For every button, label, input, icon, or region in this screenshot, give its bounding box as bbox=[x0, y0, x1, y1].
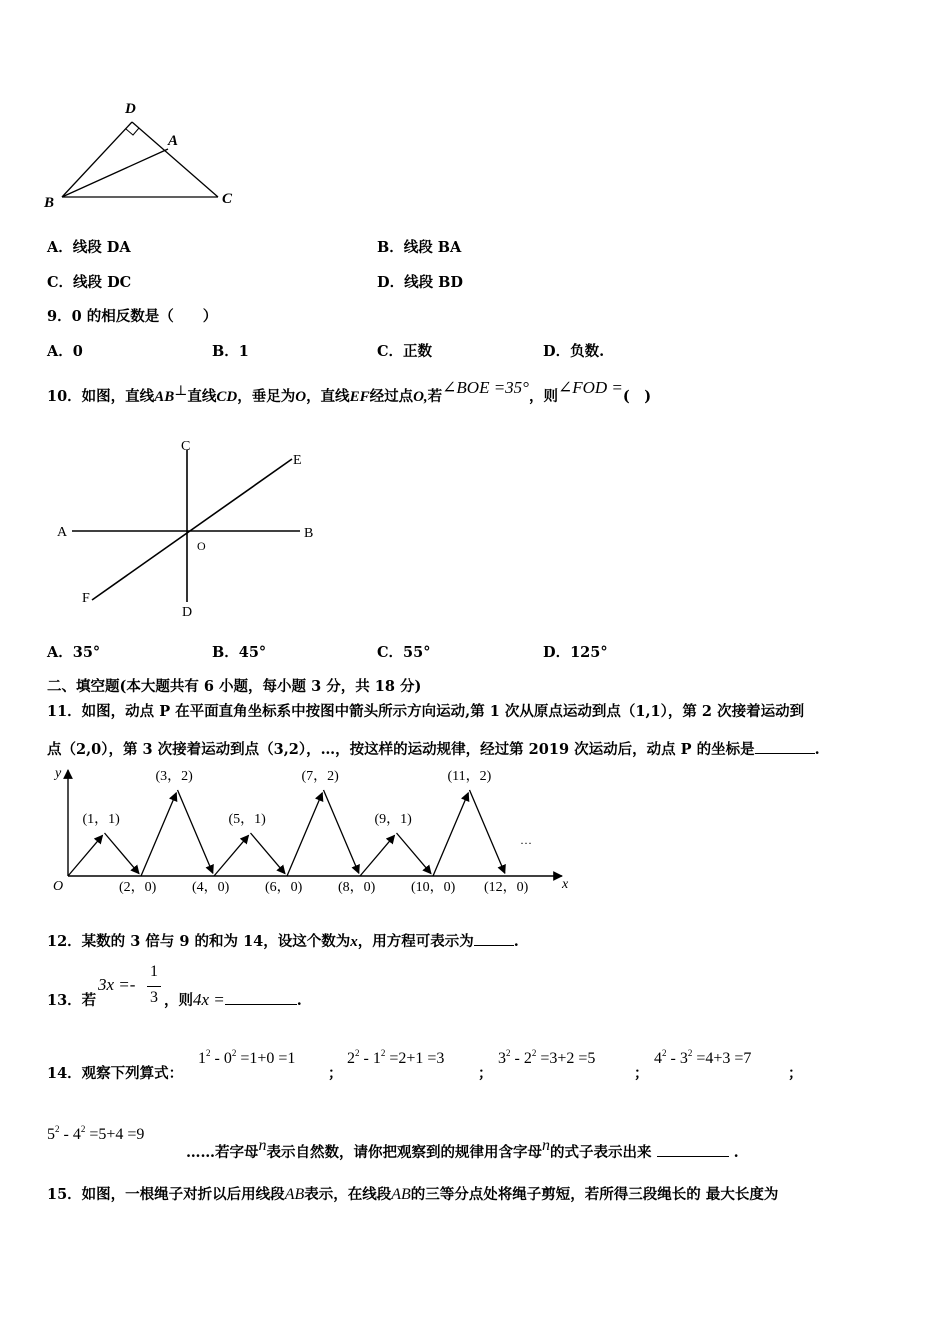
label-b: B bbox=[44, 195, 55, 211]
zigzag-peak-label: (5，1) bbox=[228, 812, 266, 827]
zigzag-bottom-label: (4，0) bbox=[192, 880, 230, 895]
section-heading: 二、填空题(本大题共有 6 小题，每小题 3 分，共 18 分) bbox=[47, 678, 422, 695]
zigzag-segment bbox=[287, 793, 322, 876]
q9-option-c: C．正数 bbox=[377, 343, 433, 360]
zigzag-segment bbox=[68, 835, 103, 876]
zigzag-bottom-label: (10，0) bbox=[411, 880, 456, 895]
q11-line1: 11．如图，动点 P 在平面直角坐标系中按图中箭头所示方向运动,第 1 次从原点运动到点（1,1），第 2 次接着运动到 bbox=[47, 703, 805, 720]
q10-option-c: C．55° bbox=[377, 644, 431, 661]
zigzag-segment bbox=[141, 793, 176, 876]
zigzag-peak-label: (11，2) bbox=[447, 769, 492, 784]
q14-answer-blank[interactable] bbox=[657, 1142, 729, 1157]
q14-eq-2: $2^2 - 1^2 =2+1 =3$ bbox=[347, 1048, 445, 1067]
q8-option-a: A．线段 DA bbox=[47, 239, 131, 256]
q14-eq-5: $5^2 - 4^2 =5+4 =9$ bbox=[47, 1124, 145, 1143]
zigzag-peak-label: (7，2) bbox=[301, 769, 339, 784]
zigzag-x-label: x bbox=[562, 877, 569, 892]
q12: 12．某数的 3 倍与 9 的和为 14，设这个数为x，用方程可表示为 . bbox=[47, 933, 519, 950]
q9-option-a: A．0 bbox=[47, 343, 83, 360]
zigzag-peak-label: (1，1) bbox=[82, 812, 120, 827]
q13-frac-den: 3 bbox=[150, 989, 158, 1006]
q9-stem: 9．0 的相反数是（ ） bbox=[47, 308, 218, 325]
zigzag-segment bbox=[178, 790, 213, 873]
q11-answer-blank[interactable] bbox=[755, 739, 815, 754]
q10-option-b: B．45° bbox=[212, 644, 267, 661]
q13-frac-bar bbox=[147, 986, 161, 987]
zigzag-segment bbox=[251, 833, 286, 874]
q14-sep-3: ； bbox=[634, 1065, 649, 1082]
q9-option-b: B．1 bbox=[212, 343, 249, 360]
label-a: A bbox=[168, 133, 179, 149]
zigzag-peak-label: (3，2) bbox=[155, 769, 193, 784]
zigzag-bottom-label: (12，0) bbox=[484, 880, 529, 895]
zigzag-bottom-label: (2，0) bbox=[119, 880, 157, 895]
zigzag-segment bbox=[105, 833, 140, 874]
zigzag-segment bbox=[214, 835, 249, 876]
zigzag-segment bbox=[360, 835, 395, 876]
zigzag-bottom-label: (8，0) bbox=[338, 880, 376, 895]
axis-label-e: E bbox=[293, 453, 302, 468]
q15: 15．如图，一根绳子对折以后用线段AB表示，在线段AB的三等分点处将绳子剪短，若所得三段绳长的 最大长度为 bbox=[47, 1186, 779, 1203]
q14-sep-2: ； bbox=[478, 1065, 493, 1082]
triangle-figure bbox=[40, 95, 250, 215]
zigzag-dots: ··· bbox=[520, 836, 532, 850]
q10-option-a: A．35° bbox=[47, 644, 101, 661]
q14-prefix: 14．观察下列算式： bbox=[47, 1065, 184, 1082]
q14-sep-1: ； bbox=[328, 1065, 343, 1082]
q14-continuation: ……若字母n表示自然数，请你把观察到的规律用含字母n的式子表示出来 . bbox=[186, 1137, 739, 1161]
q13-frac-num: 1 bbox=[150, 963, 158, 980]
axis-label-o: O bbox=[197, 539, 206, 553]
zigzag-segment bbox=[470, 790, 505, 873]
zigzag-segment bbox=[433, 793, 468, 876]
axis-label-c: C bbox=[181, 439, 191, 454]
q13-rest: ，则4x = . bbox=[164, 990, 302, 1009]
q14-eq-3: $3^2 - 2^2 =3+2 =5$ bbox=[498, 1048, 596, 1067]
q12-answer-blank[interactable] bbox=[474, 931, 514, 946]
label-c: C bbox=[222, 191, 233, 207]
q8-option-d: D．线段 BD bbox=[377, 274, 463, 291]
q11-line2: 点（2,0），第 3 次接着运动到点（3,2），…，按这样的运动规律，经过第 2019 次运动后，动点 P 的坐标是 . bbox=[47, 741, 820, 758]
intersecting-lines-figure bbox=[50, 432, 340, 622]
zigzag-y-label: y bbox=[55, 766, 62, 781]
zigzag-figure bbox=[40, 762, 580, 902]
q14-eq-4: $4^2 - 3^2 =4+3 =7$ bbox=[654, 1048, 752, 1067]
q13-answer-blank[interactable] bbox=[225, 990, 297, 1005]
q10-ask: ∠FOD = bbox=[557, 378, 623, 397]
q10-stem: 10．如图，直线AB⊥直线CD，垂足为O，直线EF经过点O,若∠BOE =35°，则∠FOD =( ) bbox=[47, 378, 652, 405]
q9-option-d: D．负数. bbox=[543, 343, 605, 360]
axis-label-d: D bbox=[182, 605, 193, 620]
q8-option-c: C．线段 DC bbox=[47, 274, 132, 291]
axis-label-a: A bbox=[57, 525, 68, 540]
axis-label-b: B bbox=[304, 526, 314, 541]
zigzag-segment bbox=[324, 790, 359, 873]
zigzag-origin-label: O bbox=[53, 879, 64, 894]
q10-option-d: D．125° bbox=[543, 644, 608, 661]
q10-condition: ∠BOE =35° bbox=[442, 378, 529, 397]
zigzag-peak-label: (9，1) bbox=[374, 812, 412, 827]
label-d: D bbox=[125, 101, 136, 117]
q13-prefix: 13．若 bbox=[47, 992, 97, 1009]
zigzag-bottom-label: (6，0) bbox=[265, 880, 303, 895]
q13-lhs: 3x =- bbox=[98, 975, 136, 994]
q8-option-b: B．线段 BA bbox=[377, 239, 462, 256]
q14-sep-4: ； bbox=[788, 1065, 803, 1082]
q14-eq-1: $1^2 - 0^2 =1+0 =1$ bbox=[198, 1048, 296, 1067]
zigzag-segment bbox=[397, 833, 432, 874]
axis-label-f: F bbox=[82, 591, 90, 606]
